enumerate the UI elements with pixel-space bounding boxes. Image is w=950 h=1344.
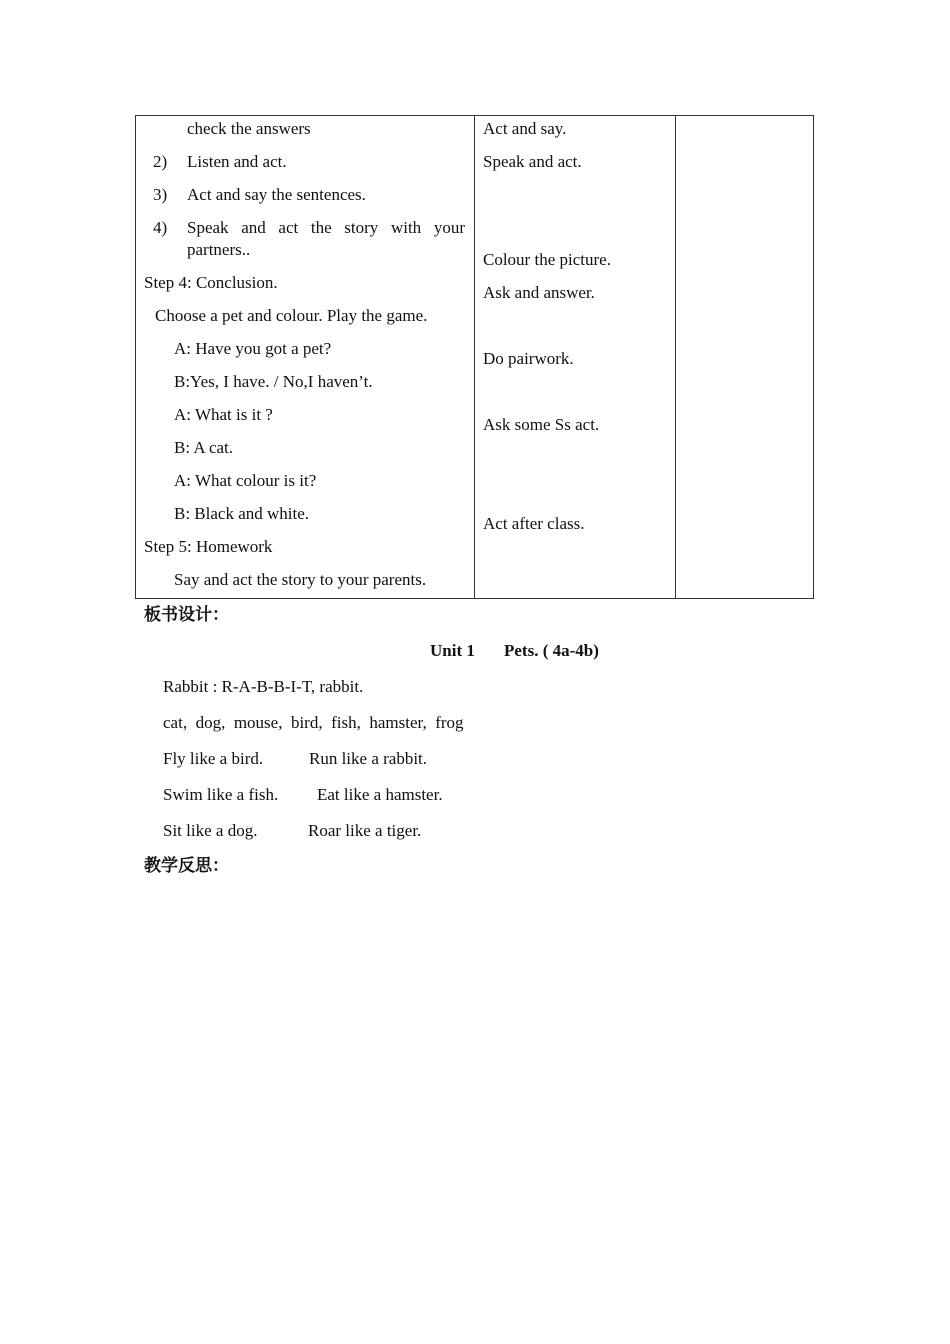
activity-pairwork: Do pairwork.	[483, 349, 574, 368]
dialog-line: B: A cat.	[174, 438, 234, 457]
board-title-unit: Unit 1	[430, 641, 475, 660]
choose-pet-instruction: Choose a pet and colour. Play the game.	[155, 306, 428, 325]
board-pair-right: Eat like a hamster.	[317, 785, 443, 804]
column-divider-1	[474, 116, 475, 598]
activity-colour-picture: Colour the picture.	[483, 250, 611, 269]
item-3-text: Act and say the sentences.	[187, 185, 366, 204]
item-4-text-line-1: Speak and act the story with your	[187, 218, 465, 237]
dialog-line: A: What is it ?	[174, 405, 273, 424]
homework-text: Say and act the story to your parents.	[174, 570, 427, 589]
teaching-reflection-heading: 教学反思：	[144, 856, 229, 876]
dialog-line: B: Black and white.	[174, 504, 310, 523]
item-4-number: 4)	[153, 218, 168, 237]
activity-act-say: Act and say.	[483, 119, 567, 138]
dialog-line: A: Have you got a pet?	[174, 339, 332, 358]
board-pair-left: Fly like a bird.	[163, 749, 264, 768]
board-pair-right: Roar like a tiger.	[308, 821, 422, 840]
board-pair-right: Run like a rabbit.	[309, 749, 428, 768]
activity-ask-ss-act: Ask some Ss act.	[483, 415, 600, 434]
dialog-line: B:Yes, I have. / No,I haven’t.	[174, 372, 373, 391]
board-pair-left: Swim like a fish.	[163, 785, 279, 804]
item-3-number: 3)	[153, 185, 168, 204]
board-line-rabbit: Rabbit : R-A-B-B-I-T, rabbit.	[163, 677, 364, 696]
board-line-animals: cat, dog, mouse, bird, fish, hamster, frog	[163, 713, 464, 732]
step-5-heading: Step 5: Homework	[144, 537, 273, 556]
board-pair-left: Sit like a dog.	[163, 821, 258, 840]
item-2-number: 2)	[153, 152, 168, 171]
step-4-heading: Step 4: Conclusion.	[144, 273, 278, 292]
item-2-text: Listen and act.	[187, 152, 287, 171]
board-title-topic: Pets. ( 4a-4b)	[504, 641, 599, 660]
item-4-text-line-2: partners..	[187, 240, 251, 259]
column-divider-2	[675, 116, 676, 598]
check-answers-text: check the answers	[187, 119, 311, 138]
activity-act-after-class: Act after class.	[483, 514, 585, 533]
activity-ask-answer: Ask and answer.	[483, 283, 595, 302]
board-design-heading: 板书设计：	[144, 605, 229, 625]
activity-speak-act: Speak and act.	[483, 152, 582, 171]
dialog-line: A: What colour is it?	[174, 471, 317, 490]
